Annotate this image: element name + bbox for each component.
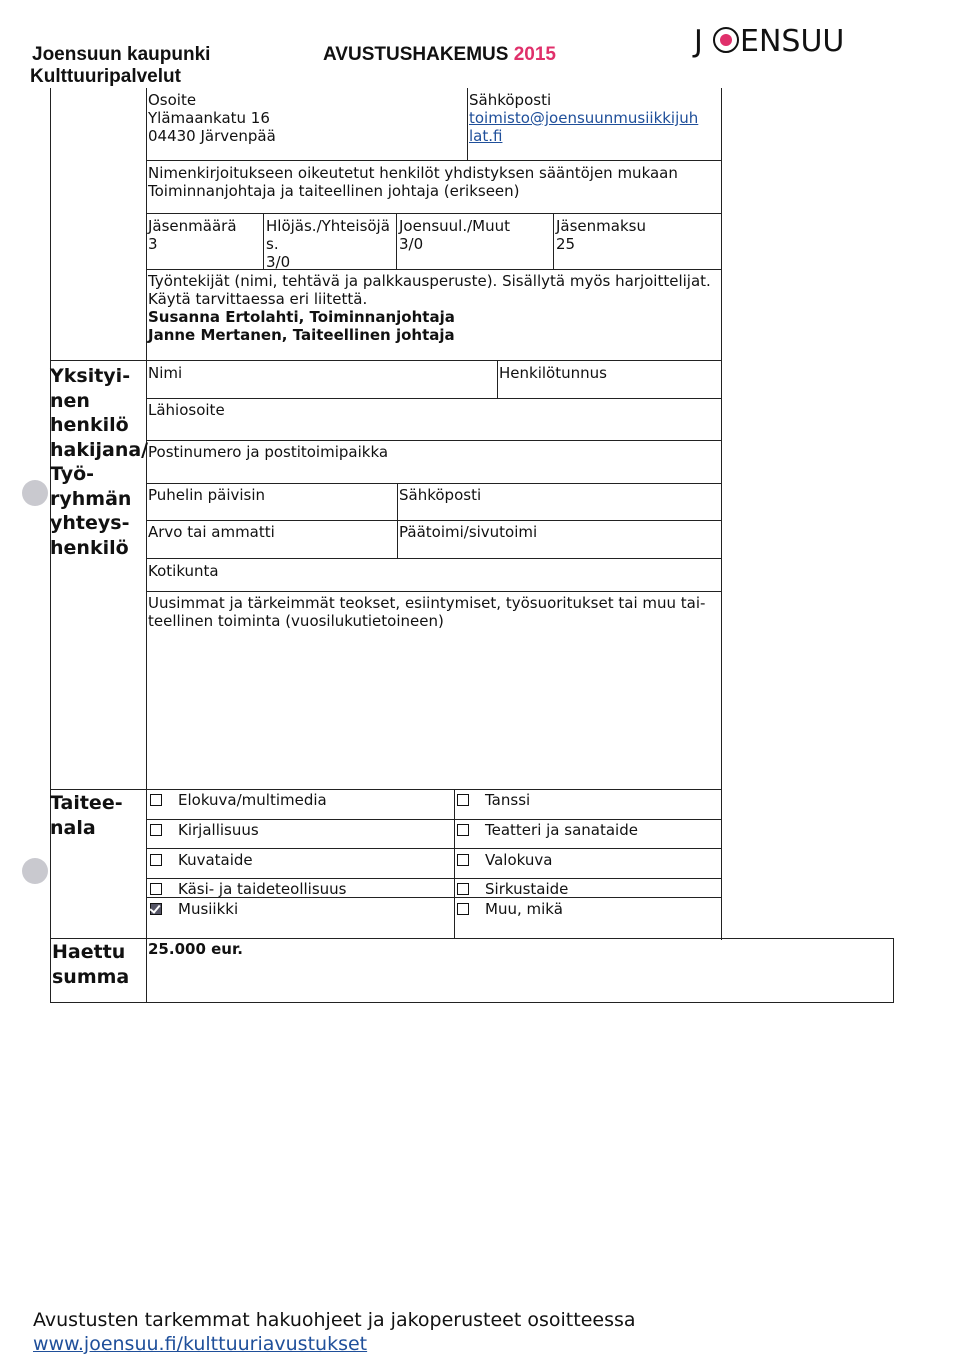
row-divider (146, 483, 722, 484)
works-field-label: Uusimmat ja tärkeimmät teokset, esiintymiset, työsuoritukset tai muu tai- (148, 594, 706, 612)
cell-divider (397, 483, 398, 559)
document-year: 2015 (513, 44, 556, 65)
member-count-label: Jäsenmäärä (148, 217, 237, 235)
profession-field-label: Arvo tai ammatti (148, 523, 275, 541)
option-label-circus: Sirkustaide (485, 880, 569, 898)
individual-email-field-label: Sähköposti (399, 486, 482, 504)
employment-field-label: Päätoimi/sivutoimi (399, 523, 538, 541)
ssn-field-label: Henkilötunnus (499, 364, 607, 382)
checkbox-photography[interactable] (457, 854, 469, 866)
frame-bottom-border (50, 1002, 894, 1003)
individual-section-heading: Yksityi- nen henkilö hakijana/ Työ- ryhmän yhteys- henkilö (50, 365, 149, 559)
option-label-crafts: Käsi- ja taideteollisuus (178, 880, 347, 898)
phone-field-label: Puhelin päivisin (148, 486, 266, 504)
amount-heading: Haettu summa (52, 941, 130, 988)
employees-label-note: Käytä tarvittaessa eri liitettä. (148, 290, 368, 308)
email-link-part1[interactable]: toimisto@joensuunmusiikkijuh (469, 109, 699, 127)
org-name: Joensuun kaupunki (32, 44, 211, 65)
signatories-value: Toiminnanjohtaja ja taiteellinen johtaja (erikseen) (148, 182, 520, 200)
section-divider (50, 938, 894, 939)
row-divider (146, 558, 722, 559)
checkbox-film-multimedia[interactable] (150, 794, 162, 806)
row-divider (146, 440, 722, 441)
works-field-label-cont: teellinen toiminta (vuosilukutietoineen) (148, 612, 444, 630)
footer-link[interactable]: www.joensuu.fi/kulttuuriavustukset (33, 1333, 368, 1355)
option-label-photography: Valokuva (485, 851, 553, 869)
membership-fee-value: 25 (556, 235, 576, 253)
joensuu-members-value: 3/0 (399, 235, 424, 253)
cell-divider (263, 213, 264, 269)
membership-fee-label: Jäsenmaksu (556, 217, 646, 235)
employees-label: Työntekijät (nimi, tehtävä ja palkkausperuste). Sisällytä myös harjoittelijat. (148, 272, 711, 290)
option-label-visual-arts: Kuvataide (178, 851, 253, 869)
punch-hole (22, 480, 48, 506)
row-divider (146, 819, 722, 820)
document-title: AVUSTUSHAKEMUS 2015 (323, 44, 556, 65)
address-street: Ylämaankatu 16 (148, 109, 270, 127)
address-label: Osoite (148, 91, 197, 109)
option-label-music: Musiikki (178, 900, 239, 918)
checkbox-theatre[interactable] (457, 824, 469, 836)
cell-divider (454, 789, 455, 939)
checkbox-visual-arts[interactable] (150, 854, 162, 866)
option-label-film: Elokuva/multimedia (178, 791, 327, 809)
email-label: Sähköposti (469, 91, 552, 109)
cell-divider (497, 360, 498, 398)
checkbox-music[interactable] (150, 903, 162, 915)
row-divider (146, 878, 722, 879)
row-divider (146, 269, 722, 270)
checkbox-circus[interactable] (457, 883, 469, 895)
name-field-label: Nimi (148, 364, 183, 382)
svg-text:ENSUU: ENSUU (740, 24, 845, 59)
employee-2: Janne Mertanen, Taiteellinen johtaja (148, 326, 455, 344)
email-link-part2[interactable]: lat.fi (469, 127, 503, 145)
checkbox-other[interactable] (457, 903, 469, 915)
cell-divider (553, 213, 554, 269)
personal-members-label-cont: s. (266, 235, 279, 253)
svg-text:J: J (694, 24, 703, 59)
street-address-field-label: Lähiosoite (148, 401, 225, 419)
personal-members-label: Hlöjäs./Yhteisöjä (266, 217, 390, 235)
address-postal: 04430 Järvenpää (148, 127, 276, 145)
art-field-heading: Taitee- nala (50, 792, 123, 839)
personal-members-value: 3/0 (266, 253, 291, 271)
frame-right-border (721, 88, 722, 940)
checkbox-dance[interactable] (457, 794, 469, 806)
option-label-dance: Tanssi (485, 791, 531, 809)
org-department: Kulttuuripalvelut (30, 66, 181, 87)
cell-divider (396, 213, 397, 269)
employee-1: Susanna Ertolahti, Toiminnanjohtaja (148, 308, 455, 326)
row-divider (146, 398, 722, 399)
option-label-other: Muu, mikä (485, 900, 563, 918)
member-count-value: 3 (148, 235, 158, 253)
amount-value: 25.000 eur. (148, 940, 243, 958)
punch-hole (22, 858, 48, 884)
signatories-label: Nimenkirjoitukseen oikeutetut henkilöt yhdistyksen sääntöjen mukaan (148, 164, 678, 182)
section-divider (50, 789, 722, 790)
option-label-theatre: Teatteri ja sanataide (485, 821, 638, 839)
joensuu-members-label: Joensuul./Muut (399, 217, 510, 235)
row-divider (146, 848, 722, 849)
footer-text: Avustusten tarkemmat hakuohjeet ja jakoperusteet osoitteessa (33, 1309, 636, 1331)
municipality-field-label: Kotikunta (148, 562, 219, 580)
amount-right-border (893, 938, 894, 1003)
row-divider (146, 213, 722, 214)
row-divider (146, 520, 722, 521)
option-label-literature: Kirjallisuus (178, 821, 259, 839)
contact-divider (467, 88, 468, 160)
row-divider (146, 591, 722, 592)
checkbox-literature[interactable] (150, 824, 162, 836)
postal-field-label: Postinumero ja postitoimipaikka (148, 443, 389, 461)
joensuu-logo (694, 18, 845, 59)
row-divider (146, 160, 722, 161)
section-divider (50, 360, 722, 361)
checkbox-crafts-design[interactable] (150, 883, 162, 895)
